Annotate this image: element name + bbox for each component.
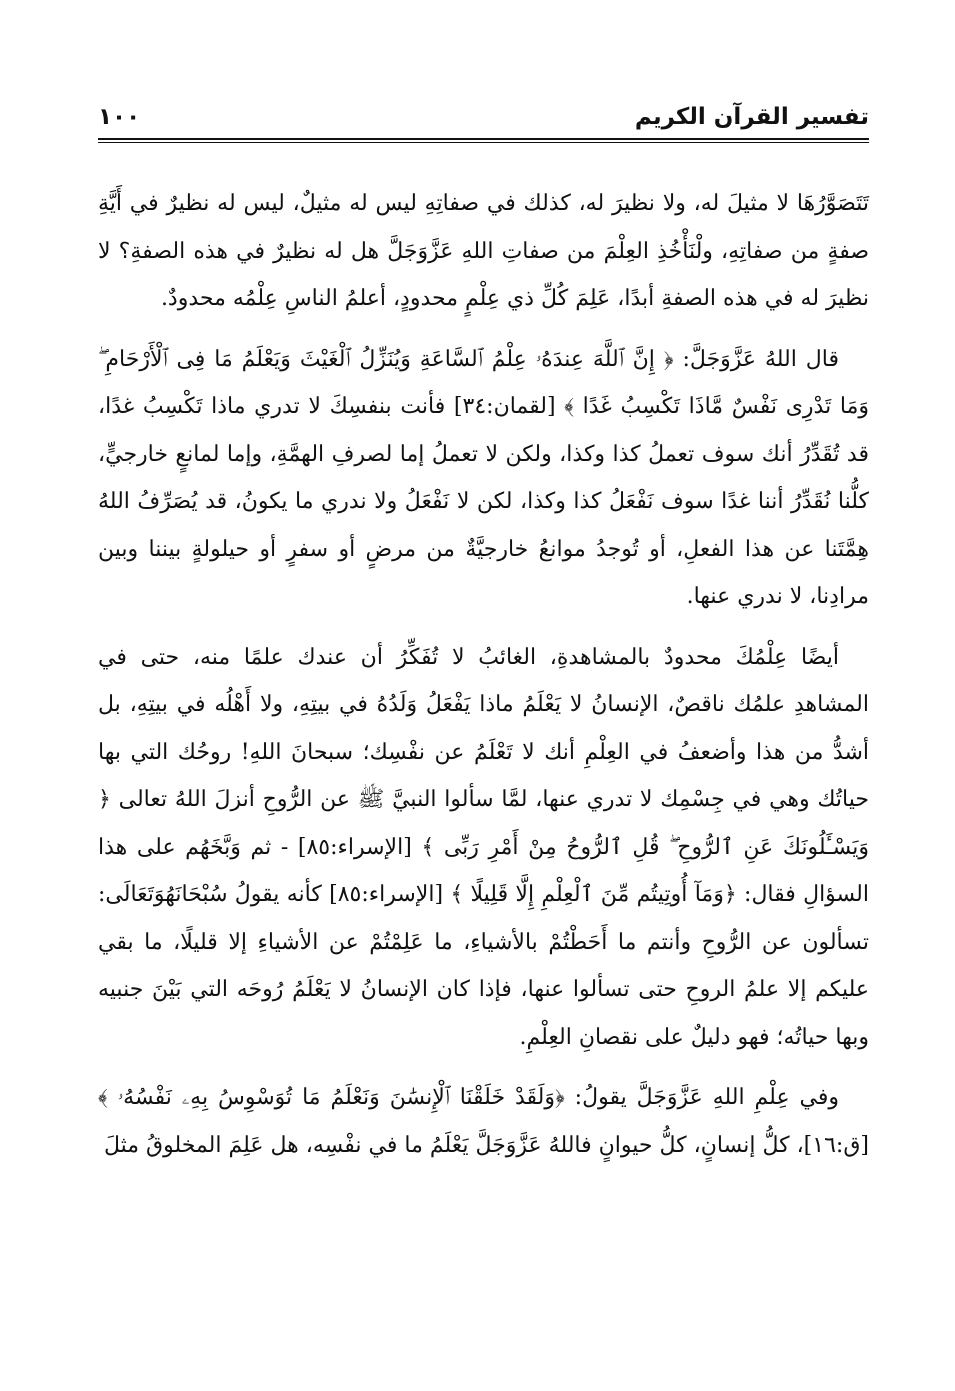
- paragraph: وفي عِلْمِ اللهِ عَزَّوَجَلَّ يقولُ: ﴿وَلَقَدْ خَلَقْنَا ٱلْإِنسَٰنَ وَنَعْلَمُ مَا تُوَسْوِسُ بِهِۦ نَفْسُهُۥ ﴾ [ق:١٦]، كلُّ إنسانٍ، كلُّ حيوانٍ فاللهُ عَزَّوَجَلَّ يَعْلَمُ ما في نفْسِه، هل عَلِمَ المخلوقُ مثلَ: [98, 1085, 869, 1158]
- paragraph: أيضًا عِلْمُكَ محدودٌ بالمشاهدةِ، الغائبُ لا تُفَكِّرُ أن عندك علمًا منه، حتى في المشاهدِ علمُك ناقصٌ، الإنسانُ لا يَعْلَمُ ماذا يَفْعَلُ وَلَدُهُ في بيتِهِ، ولا أَهْلُه في بيتِهِ، بل أشدُّ من هذا وأضعفُ في العِلْمِ أنك لا تَعْلَمُ عن نفْسِك؛ سبحانَ اللهِ! روحُك التي بها حياتُك وهي في جِسْمِك لا تدري عنها، لمَّا سألوا النبيَّ ﷺ عن الرُّوحِ أنزلَ اللهُ تعالى ﴿ وَيَسْـَٔلُونَكَ عَنِ ٱلرُّوحِ ۖ قُلِ ٱلرُّوحُ مِنْ أَمْرِ رَبِّى ﴾ [الإسراء:٨٥] - ثم وَبَّخَهُم على هذا السؤالِ فقال: ﴿وَمَآ أُوتِيتُم مِّنَ ٱلْعِلْمِ إِلَّا قَلِيلًا ﴾ [الإسراء:٨٥] كأنه يقولُ سُبْحَانَهُوَتَعَالَى: تسألون عن الرُّوحِ وأنتم ما أَحَطْتُمْ بالأشياءِ، ما عَلِمْتُمْ عن الأشياءِ إلا قليلًا، ما بقي عليكم إلا علمُ الروحِ حتى تسألوا عنها، فإذا كان الإنسانُ لا يَعْلَمُ رُوحَه التي بَيْنَ جنبيه وبها حياتُه؛ فهو دليلٌ على نقصانِ العِلْمِ.: [98, 644, 869, 1050]
- header-rule-thin: [98, 142, 869, 143]
- page-header: [98, 102, 869, 140]
- page-number: ١٠٠: [98, 104, 141, 130]
- paragraph: تَتَصَوَّرُهَا لا مثيلَ له، ولا نظيرَ له، كذلك في صفاتِهِ ليس له مثيلٌ، ليس له نظيرٌ في أَيَّةِ صفةٍ من صفاتِهِ، ولْنَأْخُذِ العِلْمَ من صفاتِ اللهِ عَزَّوَجَلَّ هل له نظيرٌ في هذه الصفةِ؟ لا نظيرَ له في هذه الصفةِ أبدًا، عَلِمَ كُلِّ ذي عِلْمٍ محدودٍ، أعلمُ الناسِ عِلْمُه محدودٌ.: [98, 191, 869, 311]
- page-body: [98, 180, 869, 1182]
- paragraph: قال اللهُ عَزَّوَجَلَّ: ﴿ إِنَّ ٱللَّهَ عِندَهُۥ عِلْمُ ٱلسَّاعَةِ وَيُنَزِّلُ ٱلْغَيْثَ وَيَعْلَمُ مَا فِى ٱلْأَرْحَامِ ۖ وَمَا تَدْرِى نَفْسٌ مَّاذَا تَكْسِبُ غَدًا ﴾ [لقمان:٣٤] فأنت بنفسِكَ لا تدري ماذا تَكْسِبُ غدًا، قد تُقَدِّرُ أنك سوف تعملُ كذا وكذا، ولكن لا تعملُ إما لصرفِ الهمَّةِ، وإما لمانعٍ خارجيٍّ، كلُّنا نُقَدِّرُ أننا غدًا سوف نَفْعَلُ كذا وكذا، لكن لا نَفْعَلُ ولا ندري ما يكونُ، قد يُصَرِّفُ اللهُ هِمَّتَنا عن هذا الفعلِ، أو تُوجدُ موانعُ خارجيَّةٌ من مرضٍ أو سفرٍ أو حيلولةٍ بيننا وبين مرادِنا، لا ندري عنها.: [98, 346, 869, 609]
- book-title: تفسير القرآن الكريم: [634, 104, 869, 130]
- header-rule: [98, 138, 869, 140]
